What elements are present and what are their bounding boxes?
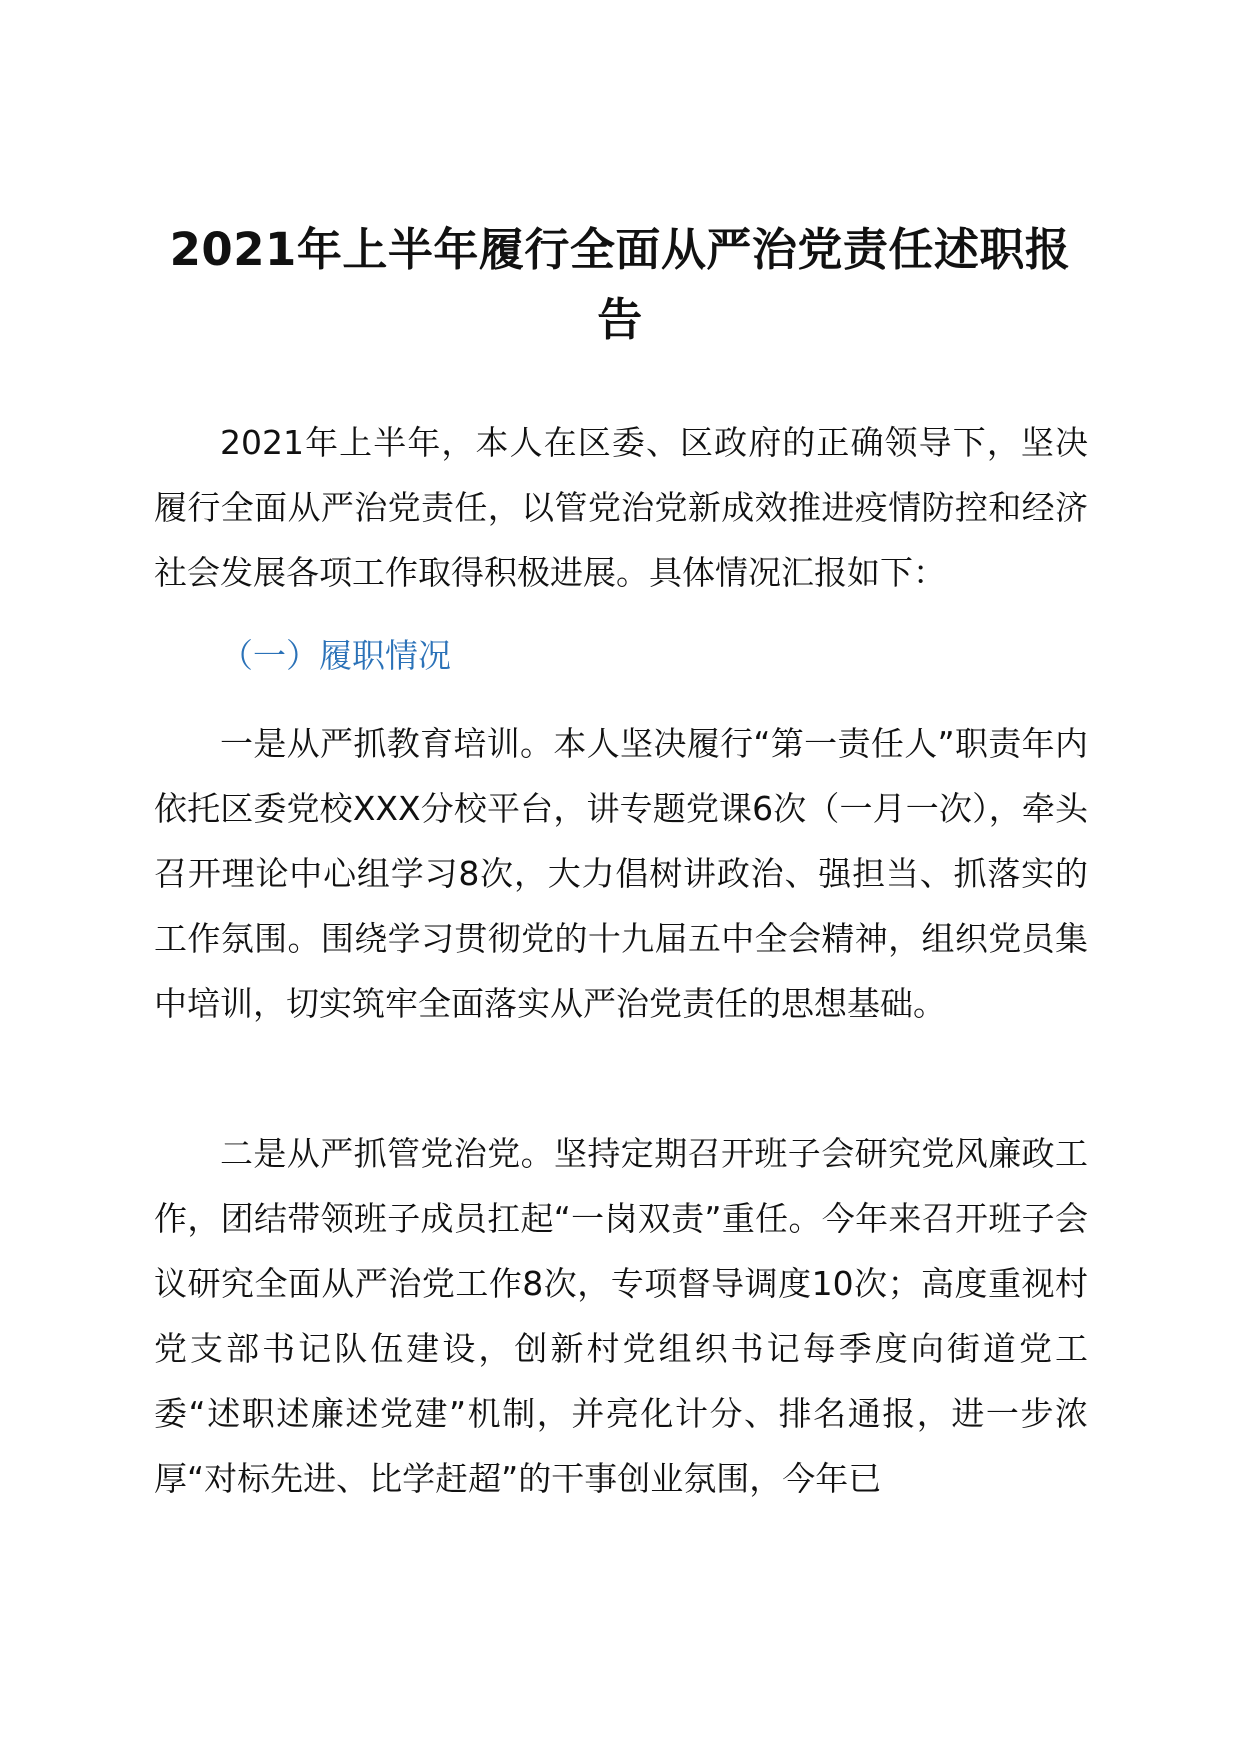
paragraph-education-training: 一是从严抓教育培训。本人坚决履行“第一责任人”职责年内依托区委党校XXX分校平台，讲专题党课6次（一月一次），牵头召开理论中心组学习8次，大力倡树讲政治、强担当、抓落实的工作氛围。围绕学习贯彻党的十九届五中全会精神，组织党员集中培训，切实筑牢全面落实从严治党责任的思想基础。	[154, 724, 1088, 1023]
document-title: 2021年上半年履行全面从严治党责任述职报告	[169, 223, 1071, 346]
paragraph-party-governance: 二是从严抓管党治党。坚持定期召开班子会研究党风廉政工作，团结带领班子成员扛起“一岗双责”重任。今年来召开班子会议研究全面从严治党工作8次，专项督导调度10次；高度重视村党支部书记队伍建设，创新村党组织书记每季度向街道党工委“述职述廉述党建”机制，并亮化计分、排名通报，进一步浓厚“对标先进、比学赶超”的干事创业氛围，今年已	[154, 1134, 1088, 1498]
intro-paragraph: 2021年上半年，本人在区委、区政府的正确领导下，坚决履行全面从严治党责任，以管党治党新成效推进疫情防控和经济社会发展各项工作取得积极进展。具体情况汇报如下：	[154, 423, 1088, 592]
section-heading: （一）履职情况	[220, 636, 451, 675]
